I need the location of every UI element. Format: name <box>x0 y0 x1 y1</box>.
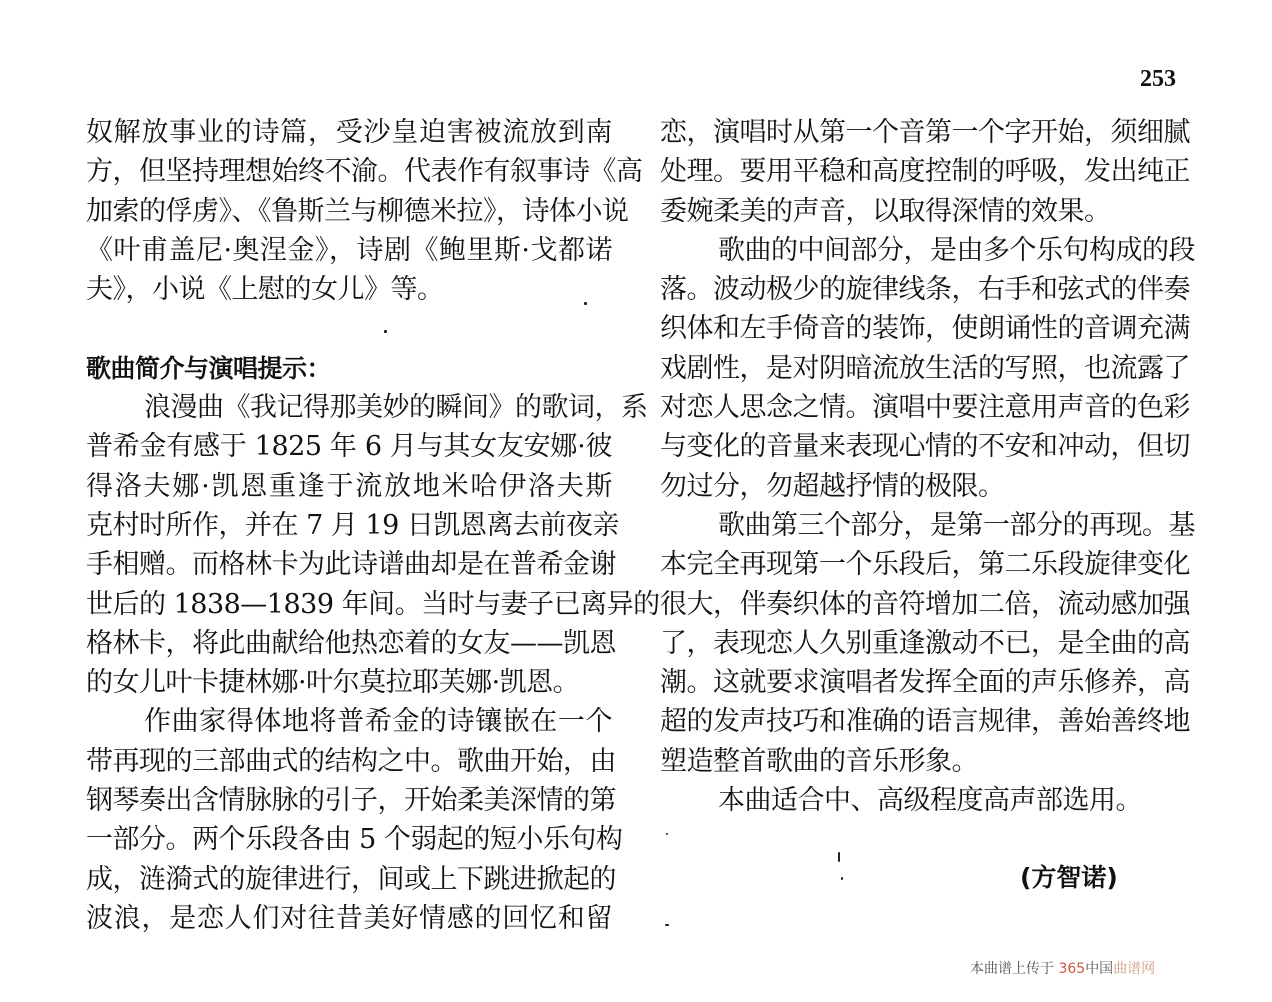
text-line: 得洛夫娜·凯恩重逢于流放地米哈伊洛夫斯 <box>86 470 612 502</box>
text-line: 塑造整首歌曲的音乐形象。 <box>660 745 978 777</box>
watermark-text: 本曲谱上传于 <box>970 961 1054 977</box>
paragraph-recommendation <box>660 781 1186 820</box>
scan-speck <box>584 302 587 305</box>
text-line: 格林卡，将此曲献给他热恋着的女友——凯恩 <box>86 627 616 659</box>
text-line: 世后的 1838—1839 年间。当时与妻子已离异的 <box>86 588 660 620</box>
text-line: 加索的俘虏》、《鲁斯兰与柳德米拉》，诗体小说 <box>86 195 629 227</box>
watermark-text-tan: 曲谱网 <box>1113 961 1156 977</box>
text-line: 的女儿叶卡捷林娜·叶尔莫拉耶芙娜·凯恩。 <box>86 667 580 699</box>
watermark <box>970 958 1156 977</box>
text-line: 奴解放事业的诗篇，受沙皇迫害被流放到南 <box>86 117 612 148</box>
text-line: 成，涟漪式的旋律进行，间或上下跳进掀起的 <box>86 863 616 895</box>
text-line: 潮。这就要求演唱者发挥全面的声乐修养，高 <box>660 667 1190 699</box>
text-line: 克村时所作，并在 7 月 19 日凯恩离去前夜亲 <box>86 509 619 541</box>
text-line: 处理。要用平稳和高度控制的呼吸，发出纯正 <box>660 156 1190 188</box>
text-line: 手相赠。而格林卡为此诗谱曲却是在普希金谢 <box>86 549 616 581</box>
text-line: 作曲家得体地将普希金的诗镶嵌在一个 <box>144 706 612 738</box>
paragraph-third-section <box>660 506 1195 781</box>
scan-speck <box>838 852 840 862</box>
text-line: 本完全再现第一个乐段后，第二乐段旋律变化 <box>660 549 1190 581</box>
section-heading: 歌曲简介与演唱提示： <box>86 353 332 383</box>
text-line: 戏剧性，是对阴暗流放生活的写照，也流露了 <box>660 352 1190 384</box>
right-column <box>660 113 1195 820</box>
text-line: 本曲适合中、高级程度高声部选用。 <box>718 785 1142 817</box>
watermark-text-red: 365 <box>1058 961 1086 977</box>
text-line: 一部分。两个乐段各由 5 个弱起的短小乐句构 <box>86 824 623 856</box>
text-line: 对恋人思念之情。演唱中要注意用声音的色彩 <box>660 392 1190 424</box>
text-line: 带再现的三部曲式的结构之中。歌曲开始，由 <box>86 745 616 777</box>
scan-speck <box>665 924 669 926</box>
text-line: 夫》，小说《上慰的女儿》等。 <box>86 274 444 306</box>
spacer <box>86 309 612 348</box>
page-number: 253 <box>1140 66 1176 92</box>
paragraph-structure <box>86 702 623 938</box>
text-line: 与变化的音量来表现心情的不安和冲动，但切 <box>660 431 1190 463</box>
text-line: 歌曲的中间部分，是由多个乐句构成的段 <box>718 234 1195 266</box>
text-line: 方，但坚持理想始终不渝。代表作有叙事诗《高 <box>86 156 643 188</box>
text-line: 超的发声技巧和准确的语言规律，善始善终地 <box>660 706 1190 738</box>
paragraph-continuation <box>660 113 1190 231</box>
text-line: 浪漫曲《我记得那美妙的瞬间》的歌词，系 <box>144 392 648 424</box>
left-column <box>86 113 660 938</box>
intro-paragraph <box>86 113 643 309</box>
watermark-text: 中国 <box>1085 961 1114 977</box>
text-line: 波浪，是恋人们对往昔美好情感的回忆和留 <box>86 902 612 934</box>
paragraph-song-intro <box>86 388 660 702</box>
text-line: 《叶甫盖尼·奥涅金》，诗剧《鲍里斯·戈都诺 <box>86 234 612 266</box>
text-line: 歌曲第三个部分，是第一部分的再现。基 <box>718 509 1195 541</box>
scan-speck <box>666 833 668 835</box>
text-line: 委婉柔美的声音，以取得深情的效果。 <box>660 195 1111 227</box>
text-line: 钢琴奏出含情脉脉的引子，开始柔美深情的第 <box>86 785 616 817</box>
paragraph-middle-section <box>660 231 1195 506</box>
text-line: 恋，演唱时从第一个音第一个字开始，须细腻 <box>660 117 1190 148</box>
text-line: 落。波动极少的旋律线条，右手和弦式的伴奏 <box>660 274 1190 306</box>
author-credit: (方智诺) <box>1020 863 1118 892</box>
text-line: 勿过分，勿超越抒情的极限。 <box>660 470 1005 502</box>
scan-speck <box>384 330 387 333</box>
scan-speck <box>841 877 843 880</box>
text-line: 织体和左手倚音的装饰，使朗诵性的音调充满 <box>660 313 1190 345</box>
text-line: 很大，伴奏织体的音符增加二倍，流动感加强 <box>660 588 1190 620</box>
text-line: 了，表现恋人久别重逢激动不已，是全曲的高 <box>660 627 1190 659</box>
text-line: 普希金有感于 1825 年 6 月与其女友安娜·彼 <box>86 431 612 463</box>
